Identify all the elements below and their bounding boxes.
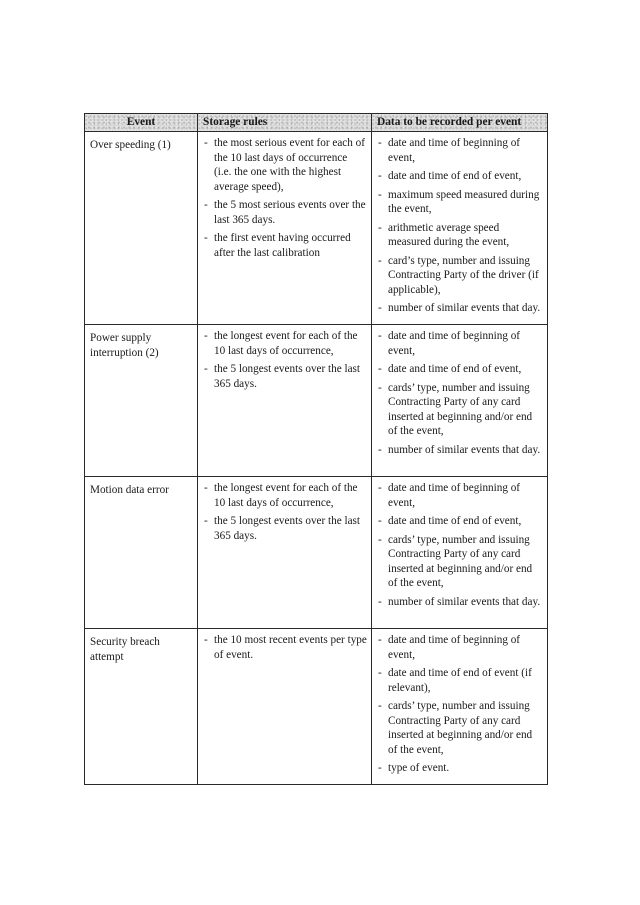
list-item: - maximum speed measured during the event, [376, 188, 543, 217]
list-item: - cards’ type, number and issuing Contracting Party of any card inserted at beginning and/or end of the event, [376, 699, 543, 757]
list-item: - the most serious event for each of the 10 last days of occurrence (i.e. the one with the highest average speed), [202, 136, 367, 194]
table-header [85, 114, 548, 132]
event-name: Over speeding (1) [85, 132, 198, 325]
storage-rules-cell [198, 132, 372, 325]
list-item: - date and time of end of event, [376, 514, 543, 529]
list-item: - card’s type, number and issuing Contracting Party of the driver (if applicable), [376, 254, 543, 298]
list-item: - the 5 longest events over the last 365 days. [202, 514, 367, 543]
event-name: Security breach attempt [85, 629, 198, 785]
list-item: - the longest event for each of the 10 last days of occurrence, [202, 329, 367, 358]
data-recorded-list [376, 633, 543, 776]
header-data-recorded: Data to be recorded per event [372, 114, 548, 132]
storage-rules-cell [198, 477, 372, 629]
event-name: Power supply interruption (2) [85, 325, 198, 477]
data-recorded-list [376, 481, 543, 609]
list-item: - date and time of end of event (if relevant), [376, 666, 543, 695]
storage-rules-cell [198, 325, 372, 477]
data-recorded-cell [372, 132, 548, 325]
list-item: - number of similar events that day. [376, 301, 543, 316]
data-recorded-cell [372, 325, 548, 477]
list-item: - date and time of beginning of event, [376, 481, 543, 510]
list-item: - the 5 longest events over the last 365 days. [202, 362, 367, 391]
list-item: - the 5 most serious events over the last 365 days. [202, 198, 367, 227]
event-storage-table [84, 113, 548, 785]
header-storage-rules: Storage rules [198, 114, 372, 132]
table-row-power-supply-interruption [85, 325, 548, 477]
list-item: - date and time of beginning of event, [376, 633, 543, 662]
list-item: - type of event. [376, 761, 543, 776]
list-item: - the longest event for each of the 10 last days of occurrence, [202, 481, 367, 510]
storage-rules-list [202, 136, 367, 260]
list-item: - cards’ type, number and issuing Contracting Party of any card inserted at beginning and/or end of the event, [376, 381, 543, 439]
list-item: - date and time of end of event, [376, 169, 543, 184]
list-item: - date and time of beginning of event, [376, 329, 543, 358]
data-recorded-list [376, 136, 543, 316]
storage-rules-list [202, 481, 367, 543]
storage-rules-cell [198, 629, 372, 785]
list-item: - the 10 most recent events per type of event. [202, 633, 367, 662]
data-recorded-cell [372, 477, 548, 629]
list-item: - date and time of end of event, [376, 362, 543, 377]
data-recorded-cell [372, 629, 548, 785]
storage-rules-list [202, 633, 367, 662]
header-row [85, 114, 548, 132]
table-row-motion-data-error [85, 477, 548, 629]
storage-rules-list [202, 329, 367, 391]
data-recorded-list [376, 329, 543, 457]
list-item: - number of similar events that day. [376, 595, 543, 610]
header-event: Event [85, 114, 198, 132]
list-item: - date and time of beginning of event, [376, 136, 543, 165]
list-item: - cards’ type, number and issuing Contracting Party of any card inserted at beginning and/or end of the event, [376, 533, 543, 591]
event-name: Motion data error [85, 477, 198, 629]
table-row-over-speeding [85, 132, 548, 325]
list-item: - the first event having occurred after the last calibration [202, 231, 367, 260]
list-item: - number of similar events that day. [376, 443, 543, 458]
table-row-security-breach-attempt [85, 629, 548, 785]
list-item: - arithmetic average speed measured during the event, [376, 221, 543, 250]
